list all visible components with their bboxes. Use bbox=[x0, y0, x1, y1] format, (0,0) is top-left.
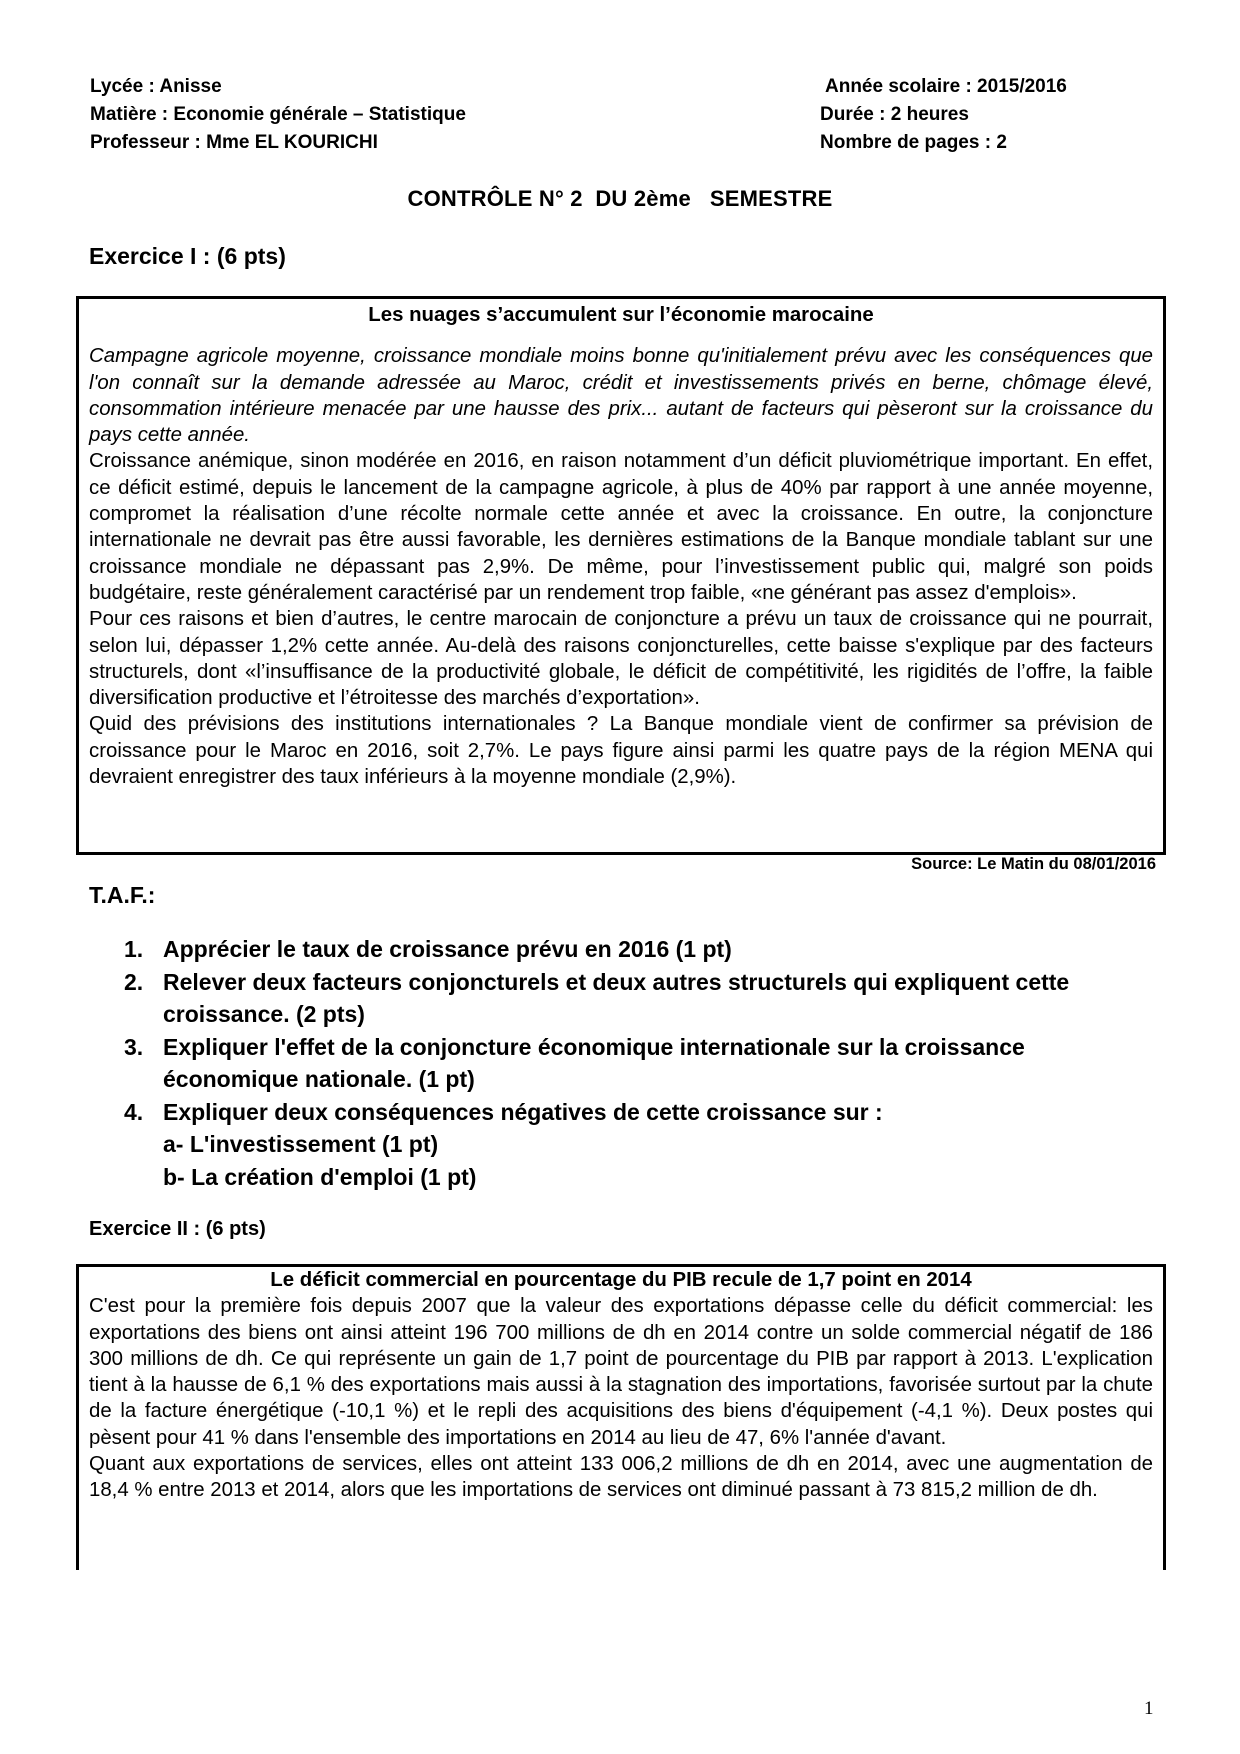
taf-label: T.A.F.: bbox=[89, 882, 156, 908]
header-annee: Année scolaire : 2015/2016 bbox=[825, 76, 1067, 97]
header-pages: Nombre de pages : 2 bbox=[820, 132, 1007, 153]
header-matiere: Matière : Economie générale – Statistique bbox=[90, 104, 466, 125]
header-right bbox=[820, 73, 1067, 157]
exercise2-text-title: Le déficit commercial en pourcentage du PIB recule de 1,7 point en 2014 bbox=[270, 1269, 972, 1291]
exercise2-text-box bbox=[76, 1264, 1166, 1570]
exercise1-paragraph: Pour ces raisons et bien d’autres, le centre marocain de conjoncture a prévu un taux de croissance qui ne pourrait, selon lui, dépasser 1,2% cette année. Au-delà des raisons conjoncturelles, cette baisse s'explique par des facteurs structurels, dont «l’insuffisance de la productivité globale, le déficit de compétitivité, les rigidités de l’offre, la faible diversification productive et l’étroitesse des marchés d’exportation». bbox=[89, 608, 1153, 710]
page-number: 1 bbox=[1144, 1698, 1154, 1719]
question-item bbox=[124, 966, 1164, 1031]
question-item bbox=[124, 933, 1164, 966]
sub-question-a: a- L'investissement (1 pt) bbox=[163, 1131, 439, 1157]
question-text: Apprécier le taux de croissance prévu en 2016 (1 pt) bbox=[163, 936, 732, 962]
exercise2-paragraph: C'est pour la première fois depuis 2007 que la valeur des exportations dépasse celle du déficit commercial: les exportations des biens ont ainsi atteint 196 700 millions de dh en 2014 contre un solde commercial négatif de 186 300 millions de dh. Ce qui représente un gain de 1,7 point de pourcentage du PIB par rapport à 2013. L'explication tient à la hausse de 6,1 % des exportations mais aussi à la stagnation des importations, favorisée surtout par la chute de la facture énergétique (-10,1 %) et le repli des acquisitions des biens d'équipement (-4,1 %). Deux postes qui pèsent pour 41 % dans l'ensemble des importations en 2014 au lieu de 47, 6% l'année d'avant. bbox=[89, 1295, 1153, 1449]
exercise1-source: Source: Le Matin du 08/01/2016 bbox=[911, 855, 1156, 873]
question-text: Expliquer l'effet de la conjoncture économique internationale sur la croissance économique nationale. (1 pt) bbox=[163, 1033, 1025, 1092]
exercise1-title: Exercice I : (6 pts) bbox=[89, 243, 286, 269]
question-list bbox=[124, 933, 1164, 1193]
question-number: 4. bbox=[124, 1098, 144, 1125]
sub-question-b: b- La création d'emploi (1 pt) bbox=[163, 1163, 477, 1190]
exercise1-text-title: Les nuages s’accumulent sur l’économie marocaine bbox=[368, 304, 874, 326]
header-lycee: Lycée : Anisse bbox=[90, 76, 222, 97]
question-item bbox=[124, 1031, 1164, 1096]
page-title: CONTRÔLE N° 2 DU 2ème SEMESTRE bbox=[407, 186, 833, 211]
exercise1-text-box bbox=[76, 296, 1166, 855]
question-text: Expliquer deux conséquences négatives de cette croissance sur : bbox=[163, 1098, 883, 1125]
question-number: 1. bbox=[124, 936, 144, 962]
header-duree: Durée : 2 heures bbox=[820, 104, 969, 125]
question-number: 2. bbox=[124, 968, 144, 995]
question-text: Relever deux facteurs conjoncturels et deux autres structurels qui expliquent cette croissance. (2 pts) bbox=[163, 968, 1070, 1027]
header-left bbox=[90, 73, 466, 157]
header-professeur: Professeur : Mme EL KOURICHI bbox=[90, 132, 378, 153]
question-number: 3. bbox=[124, 1033, 144, 1060]
exercise1-paragraph: Quid des prévisions des institutions internationales ? La Banque mondiale vient de confirmer sa prévision de croissance pour le Maroc en 2016, soit 2,7%. Le pays figure ainsi parmi les quatre pays de la région MENA qui devraient enregistrer des taux inférieurs à la moyenne mondiale (2,9%). bbox=[89, 713, 1153, 789]
exercise1-paragraph: Campagne agricole moyenne, croissance mondiale moins bonne qu'initialement prévu avec les conséquences que l'on connaît sur la demande adressée au Maroc, crédit et investissements privés en berne, chômage élevé, consommation intérieure menacée par une hausse des prix... autant de facteurs qui pèseront sur la croissance du pays cette année. bbox=[89, 345, 1153, 447]
exercise2-paragraph: Quant aux exportations de services, elles ont atteint 133 006,2 millions de dh en 2014, avec une augmentation de 18,4 % entre 2013 et 2014, alors que les importations de services ont diminué passant à 73 815,2 million de dh. bbox=[89, 1453, 1153, 1502]
exercise1-paragraph: Croissance anémique, sinon modérée en 2016, en raison notamment d’un déficit pluviométrique important. En effet, ce déficit estimé, depuis le lancement de la campagne agricole, à plus de 40% par rapport à une année moyenne, compromet la réalisation d’une récolte normale cette année et avec la croissance. En outre, la conjoncture internationale ne devrait pas être aussi favorable, les dernières estimations de la Banque mondiale tablant sur une croissance mondiale ne dépassant pas 2,9%. De même, pour l’investissement public qui, malgré son poids budgétaire, reste généralement caractérisé par un rendement trop faible, «ne générant pas assez d'emplois». bbox=[89, 450, 1153, 604]
exercise2-title: Exercice II : (6 pts) bbox=[89, 1218, 266, 1240]
question-item bbox=[124, 1096, 1164, 1129]
